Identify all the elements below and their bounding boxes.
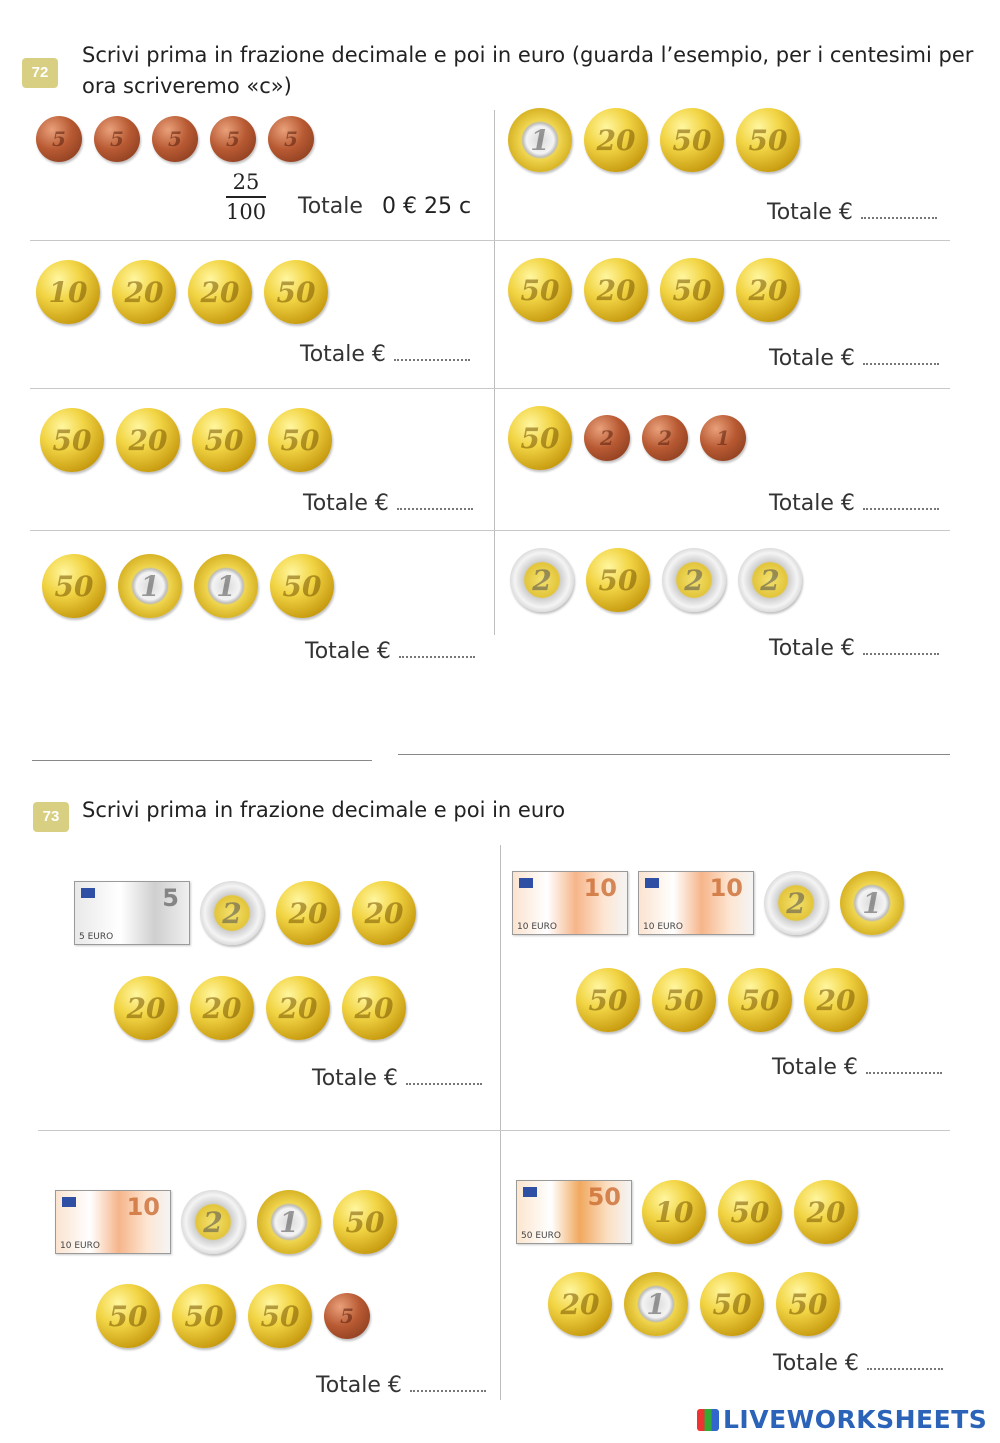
coin-value: 10 [654, 1195, 694, 1229]
coin-group [508, 406, 758, 470]
total-answer-field[interactable] [300, 342, 470, 367]
coin-value: 50 [712, 1287, 752, 1321]
coin-50-cent-icon [508, 406, 572, 470]
coin-value: 20 [748, 273, 788, 307]
coin-value: 50 [672, 123, 712, 157]
answer-blank[interactable] [863, 649, 939, 655]
total-answer-field[interactable] [769, 636, 939, 661]
coin-value: 1 [530, 123, 550, 157]
total-label: Totale € [305, 639, 391, 664]
coin-value: 2 [786, 886, 806, 920]
answer-blank[interactable] [866, 1068, 942, 1074]
coin-value: 50 [520, 273, 560, 307]
coin-value: 20 [596, 123, 636, 157]
coin-value: 50 [54, 569, 94, 603]
coin-2-euro-icon [181, 1190, 245, 1254]
coin-value: 50 [345, 1205, 385, 1239]
coin-2-euro-icon [510, 548, 574, 612]
coin-5-cent-icon [94, 116, 140, 162]
coin-50-cent-icon [660, 258, 724, 322]
banknote-label: 10 EURO [643, 922, 683, 932]
section-divider [32, 760, 372, 761]
coin-value: 5 [110, 127, 124, 151]
banknote-50-euro-icon [516, 1180, 632, 1244]
coin-value: 50 [204, 423, 244, 457]
total-label: Totale € [769, 346, 855, 371]
coin-2-euro-icon [738, 548, 802, 612]
coin-value: 10 [48, 275, 88, 309]
coin-value: 50 [740, 983, 780, 1017]
coin-value: 50 [672, 273, 712, 307]
banknote-label: 50 EURO [521, 1231, 561, 1241]
coin-value: 1 [279, 1205, 299, 1239]
coin-20-cent-icon [584, 258, 648, 322]
coin-value: 20 [288, 896, 328, 930]
eu-flag-icon [519, 878, 533, 888]
coin-50-cent-icon [264, 260, 328, 324]
money-group [74, 881, 428, 945]
coin-20-cent-icon [112, 260, 176, 324]
coin-group [40, 408, 344, 472]
grid-divider [30, 240, 950, 241]
coin-50-cent-icon [776, 1272, 840, 1336]
coin-50-cent-icon [586, 548, 650, 612]
coin-20-cent-icon [266, 976, 330, 1040]
total-label: Totale € [772, 1055, 858, 1080]
coin-value: 50 [598, 563, 638, 597]
coin-50-cent-icon [270, 554, 334, 618]
total-answer-field[interactable] [305, 639, 475, 664]
coin-value: 50 [282, 569, 322, 603]
coin-5-cent-icon [36, 116, 82, 162]
eu-flag-icon [62, 1197, 76, 1207]
total-label: Totale € [767, 200, 853, 225]
coin-1-cent-icon [700, 415, 746, 461]
coin-20-cent-icon [188, 260, 252, 324]
example-answer: 0 € 25 c [382, 194, 472, 219]
total-answer-field[interactable] [767, 200, 937, 225]
total-label: Totale € [316, 1373, 402, 1398]
coin-20-cent-icon [804, 968, 868, 1032]
coin-2-euro-icon [662, 548, 726, 612]
banknote-10-euro-icon [638, 871, 754, 935]
coin-2-euro-icon [764, 871, 828, 935]
coin-value: 50 [52, 423, 92, 457]
coin-value: 2 [600, 426, 614, 450]
banknote-label: 10 EURO [517, 922, 557, 932]
coin-1-euro-icon [840, 871, 904, 935]
coin-20-cent-icon [342, 976, 406, 1040]
example-total-label: Totale [298, 194, 363, 219]
coin-1-euro-icon [508, 108, 572, 172]
liveworksheets-logo [697, 1405, 987, 1434]
fraction-numerator: 25 [226, 170, 266, 198]
banknote-value: 10 [583, 874, 617, 902]
coin-2-cent-icon [584, 415, 630, 461]
example-fraction [226, 170, 266, 224]
coin-value: 20 [128, 423, 168, 457]
exercise-number-badge: 72 [22, 58, 58, 88]
coin-50-cent-icon [718, 1180, 782, 1244]
grid-divider-vertical [494, 110, 495, 635]
coin-20-cent-icon [548, 1272, 612, 1336]
total-label: Totale € [300, 342, 386, 367]
coin-group [508, 108, 812, 172]
coin-value: 20 [278, 991, 318, 1025]
coin-value: 1 [716, 426, 730, 450]
total-answer-field[interactable] [773, 1351, 943, 1376]
coin-5-cent-icon [152, 116, 198, 162]
coin-value: 1 [862, 886, 882, 920]
coin-value: 2 [658, 426, 672, 450]
coin-value: 5 [340, 1304, 354, 1328]
coin-value: 20 [596, 273, 636, 307]
coin-value: 2 [760, 563, 780, 597]
coin-50-cent-icon [508, 258, 572, 322]
total-answer-field[interactable] [769, 491, 939, 516]
coin-value: 1 [646, 1287, 666, 1321]
coin-50-cent-icon [576, 968, 640, 1032]
eu-flag-icon [645, 878, 659, 888]
coin-value: 20 [124, 275, 164, 309]
total-answer-field[interactable] [303, 491, 473, 516]
coin-20-cent-icon [116, 408, 180, 472]
logo-text: LIVEWORKSHEETS [723, 1405, 988, 1434]
coin-20-cent-icon [276, 881, 340, 945]
money-group [96, 1284, 382, 1348]
coin-10-cent-icon [36, 260, 100, 324]
coin-value: 50 [664, 983, 704, 1017]
total-answer-field[interactable] [316, 1373, 486, 1398]
coin-value: 50 [280, 423, 320, 457]
grid-divider-vertical [500, 845, 501, 1400]
coin-value: 20 [560, 1287, 600, 1321]
coin-50-cent-icon [660, 108, 724, 172]
coin-1-euro-icon [257, 1190, 321, 1254]
grid-divider [38, 1130, 950, 1131]
coin-20-cent-icon [114, 976, 178, 1040]
coin-value: 5 [52, 127, 66, 151]
coin-50-cent-icon [652, 968, 716, 1032]
coin-value: 20 [200, 275, 240, 309]
coin-value: 20 [354, 991, 394, 1025]
banknote-value: 10 [126, 1193, 160, 1221]
coin-group [42, 554, 346, 618]
money-group [548, 1272, 852, 1336]
banknote-5-euro-icon [74, 881, 190, 945]
coin-group [508, 258, 812, 322]
total-answer-field[interactable] [769, 346, 939, 371]
coin-value: 20 [816, 983, 856, 1017]
total-label: Totale € [773, 1351, 859, 1376]
coin-5-cent-icon [210, 116, 256, 162]
grid-divider [30, 530, 950, 531]
coin-5-cent-icon [324, 1293, 370, 1339]
money-group [55, 1190, 409, 1254]
banknote-value: 50 [587, 1183, 621, 1211]
total-label: Totale € [769, 491, 855, 516]
coin-10-cent-icon [642, 1180, 706, 1244]
banknote-10-euro-icon [512, 871, 628, 935]
coin-20-cent-icon [794, 1180, 858, 1244]
coin-1-euro-icon [624, 1272, 688, 1336]
answer-blank[interactable] [406, 1079, 482, 1085]
answer-blank[interactable] [867, 1364, 943, 1370]
total-label: Totale € [769, 636, 855, 661]
coin-50-cent-icon [192, 408, 256, 472]
instruction-line-1: Scrivi prima in frazione decimale e poi in euro (guarda l’esempio, per i centesimi per [82, 43, 974, 67]
answer-blank[interactable] [399, 652, 475, 658]
coin-1-euro-icon [194, 554, 258, 618]
banknote-label: 5 EURO [79, 932, 114, 942]
coin-50-cent-icon [728, 968, 792, 1032]
coin-2-cent-icon [642, 415, 688, 461]
coin-20-cent-icon [352, 881, 416, 945]
coin-value: 5 [284, 127, 298, 151]
coin-group [510, 548, 814, 612]
coin-value: 2 [532, 563, 552, 597]
coin-50-cent-icon [96, 1284, 160, 1348]
coin-50-cent-icon [268, 408, 332, 472]
coin-value: 20 [364, 896, 404, 930]
exercise-instruction: Scrivi prima in frazione decimale e poi in euro [82, 798, 566, 822]
logo-icon [697, 1409, 719, 1431]
coin-20-cent-icon [190, 976, 254, 1040]
answer-blank[interactable] [861, 213, 937, 219]
coin-2-euro-icon [200, 881, 264, 945]
instruction-line-2: ora scriveremo «c») [82, 74, 292, 98]
eu-flag-icon [81, 888, 95, 898]
coin-value: 50 [788, 1287, 828, 1321]
answer-blank[interactable] [394, 355, 470, 361]
money-group [576, 968, 880, 1032]
coin-value: 1 [216, 569, 236, 603]
coin-50-cent-icon [736, 108, 800, 172]
coin-value: 50 [730, 1195, 770, 1229]
coin-value: 20 [126, 991, 166, 1025]
coin-20-cent-icon [584, 108, 648, 172]
coin-50-cent-icon [333, 1190, 397, 1254]
coin-value: 5 [226, 127, 240, 151]
total-label: Totale € [303, 491, 389, 516]
exercise-number-badge: 73 [33, 802, 69, 832]
banknote-value: 10 [709, 874, 743, 902]
coin-value: 20 [806, 1195, 846, 1229]
coin-value: 2 [684, 563, 704, 597]
banknote-label: 10 EURO [60, 1241, 100, 1251]
coin-20-cent-icon [736, 258, 800, 322]
answer-blank[interactable] [863, 359, 939, 365]
coin-group [36, 116, 326, 162]
coin-value: 50 [748, 123, 788, 157]
coin-value: 2 [222, 896, 242, 930]
coin-5-cent-icon [268, 116, 314, 162]
coin-value: 1 [140, 569, 160, 603]
coin-value: 50 [108, 1299, 148, 1333]
money-group [512, 871, 916, 935]
coin-value: 5 [168, 127, 182, 151]
coin-50-cent-icon [40, 408, 104, 472]
coin-50-cent-icon [172, 1284, 236, 1348]
banknote-10-euro-icon [55, 1190, 171, 1254]
eu-flag-icon [523, 1187, 537, 1197]
coin-50-cent-icon [248, 1284, 312, 1348]
money-group [114, 976, 418, 1040]
total-answer-field[interactable] [312, 1066, 482, 1091]
grid-divider [30, 388, 950, 389]
answer-blank[interactable] [397, 504, 473, 510]
banknote-value: 5 [162, 884, 179, 912]
coin-value: 20 [202, 991, 242, 1025]
coin-value: 50 [276, 275, 316, 309]
coin-1-euro-icon [118, 554, 182, 618]
coin-value: 50 [588, 983, 628, 1017]
exercise-instruction [82, 40, 982, 102]
coin-group [36, 260, 340, 324]
answer-blank[interactable] [410, 1386, 486, 1392]
coin-value: 50 [260, 1299, 300, 1333]
coin-value: 50 [520, 421, 560, 455]
section-divider [398, 754, 950, 755]
coin-50-cent-icon [700, 1272, 764, 1336]
coin-50-cent-icon [42, 554, 106, 618]
money-group [516, 1180, 870, 1244]
fraction-denominator: 100 [226, 200, 267, 224]
coin-value: 2 [203, 1205, 223, 1239]
total-answer-field[interactable] [772, 1055, 942, 1080]
answer-blank[interactable] [863, 504, 939, 510]
coin-value: 50 [184, 1299, 224, 1333]
total-label: Totale € [312, 1066, 398, 1091]
